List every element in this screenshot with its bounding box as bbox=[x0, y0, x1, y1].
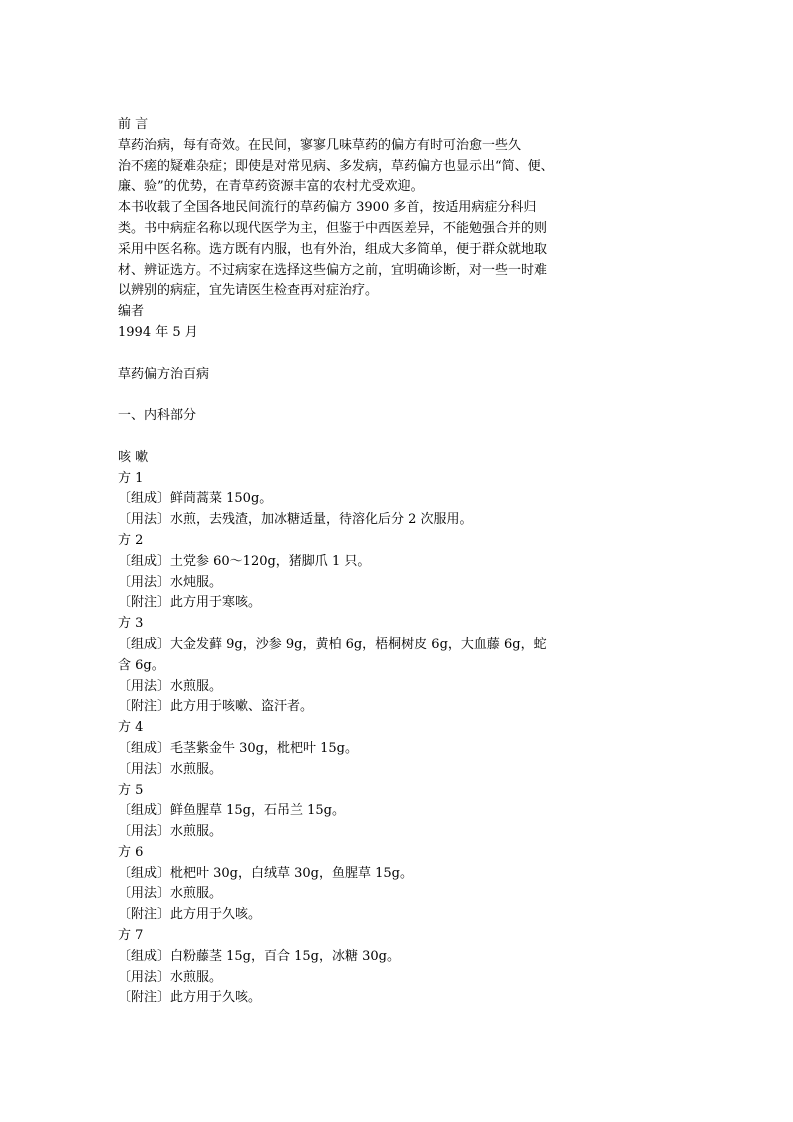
preface-heading: 前 言 bbox=[118, 117, 149, 132]
preface-signature: 编者 bbox=[118, 304, 145, 320]
document-body bbox=[118, 115, 758, 1009]
recipe-line: 〔附注〕此方用于久咳。 bbox=[118, 907, 262, 923]
preface-line: 治不瘥的疑难杂症；即使是对常见病、多发病，草药偏方也显示出“简、便、 bbox=[118, 158, 554, 174]
recipe-line: 〔组成〕毛茎紫金牛 30g，枇杷叶 15g。 bbox=[118, 740, 358, 756]
recipe-line: 〔用法〕水炖服。 bbox=[118, 574, 223, 590]
recipe-line: 〔组成〕鲜茼蒿菜 150g。 bbox=[118, 491, 273, 507]
recipe-line: 〔用法〕水煎服。 bbox=[118, 886, 223, 902]
recipe-line: 〔组成〕大金发藓 9g，沙参 9g，黄柏 6g，梧桐树皮 6g，大血藤 6g，蛇 bbox=[118, 636, 547, 652]
recipe-line: 〔用法〕水煎服。 bbox=[118, 824, 223, 840]
recipe-line: 〔附注〕此方用于寒咳。 bbox=[118, 595, 262, 611]
part-title: 一、内科部分 bbox=[118, 408, 197, 424]
preface-line: 类。书中病症名称以现代医学为主，但鉴于中西医差异，不能勉强合并的则 bbox=[118, 220, 548, 236]
recipe-line: 〔组成〕白粉藤茎 15g，百合 15g，冰糖 30g。 bbox=[118, 948, 400, 964]
preface-line: 本书收载了全国各地民间流行的草药偏方 3900 多首，按适用病症分科归 bbox=[118, 200, 537, 216]
preface-line: 草药治病，每有奇效。在民间，寥寥几味草药的偏方有时可治愈一些久 bbox=[118, 137, 522, 153]
recipe-line: 〔用法〕水煎，去残渣，加冰糖适量，待溶化后分 2 次服用。 bbox=[118, 512, 473, 528]
recipe-title: 方 3 bbox=[118, 616, 144, 632]
recipe-line: 〔组成〕枇杷叶 30g，白绒草 30g，鱼腥草 15g。 bbox=[118, 865, 413, 881]
recipe-title: 方 4 bbox=[118, 720, 144, 736]
recipe-title: 方 1 bbox=[118, 470, 144, 486]
spacer bbox=[118, 344, 758, 365]
recipe-line: 〔组成〕土党参 60～120g，猪脚爪 1 只。 bbox=[118, 553, 371, 569]
preface-line: 以辨别的病症，宜先请医生检查再对症治疗。 bbox=[118, 283, 379, 299]
recipe-title: 方 7 bbox=[118, 928, 144, 944]
recipe-title: 方 5 bbox=[118, 782, 144, 798]
recipe-line: 〔用法〕水煎服。 bbox=[118, 761, 223, 777]
book-title: 草药偏方治百病 bbox=[118, 366, 210, 382]
preface-line: 材、辨证选方。不过病家在选择这些偏方之前，宜明确诊断，对一些一时难 bbox=[118, 262, 548, 278]
preface-line: 采用中医名称。选方既有内服，也有外治，组成大多简单，便于群众就地取 bbox=[118, 241, 548, 257]
preface-line: 廉、验”的优势，在青草药资源丰富的农村尤受欢迎。 bbox=[118, 179, 424, 195]
recipe-title: 方 6 bbox=[118, 844, 144, 860]
section-title: 咳 嗽 bbox=[118, 449, 149, 465]
recipe-title: 方 2 bbox=[118, 532, 144, 548]
recipe-line: 〔用法〕水煎服。 bbox=[118, 969, 223, 985]
recipe-line: 含 6g。 bbox=[118, 657, 165, 673]
spacer bbox=[118, 427, 758, 448]
recipe-line: 〔组成〕鲜鱼腥草 15g，石吊兰 15g。 bbox=[118, 803, 345, 819]
spacer bbox=[118, 385, 758, 406]
recipe-line: 〔附注〕此方用于久咳。 bbox=[118, 990, 262, 1006]
recipe-line: 〔用法〕水煎服。 bbox=[118, 678, 223, 694]
recipe-line: 〔附注〕此方用于咳嗽、盗汗者。 bbox=[118, 699, 314, 715]
preface-date: 1994 年 5 月 bbox=[118, 324, 198, 340]
